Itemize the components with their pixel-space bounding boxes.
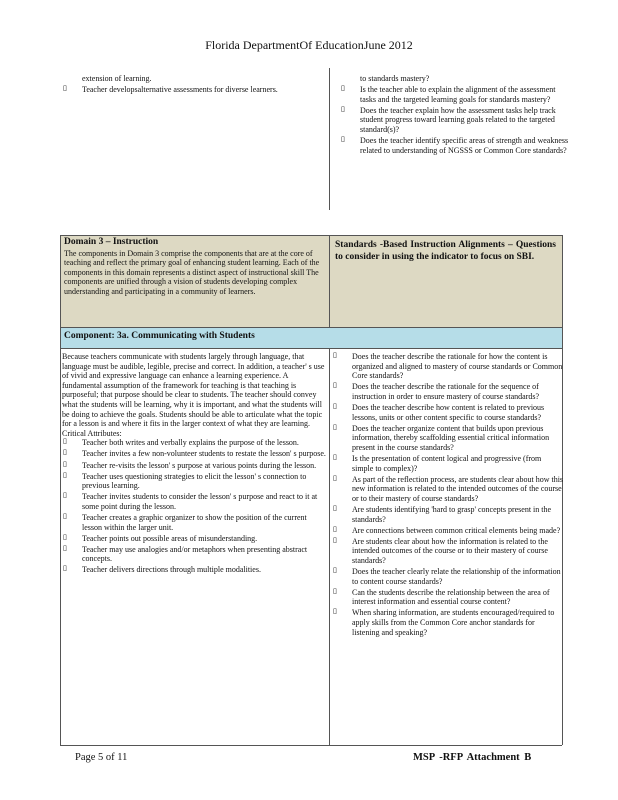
list-item: ▯ Teacher both writes and verbally explains the purpose of the lesson. xyxy=(62,438,327,448)
attachment-label: MSP -RFP Attachment B xyxy=(413,752,532,763)
list-item: ▯ Does the teacher clearly relate the relationship of the information to content course standards? xyxy=(332,567,564,586)
list-item: ▯ Teacher developsalternative assessments for diverse learners. xyxy=(62,85,330,95)
list-item: ▯ Teacher uses questioning strategies to elicit the lesson' s connection to previous learning. xyxy=(62,472,327,491)
standards-heading: Standards -Based Instruction Alignments – Questions to consider in using the indicator to focus on SBI. xyxy=(335,240,556,262)
list-item: ▯ Does the teacher describe how content is related to previous lessons, units or other content specific to course standards? xyxy=(332,403,564,422)
component-row-bottom-border xyxy=(60,348,562,349)
list-item: to standards mastery? xyxy=(360,74,430,83)
list-item: ▯ Teacher may use analogies and/or metaphors when presenting abstract concepts. xyxy=(62,545,327,564)
list-item: ▯ Does the teacher describe the rationale for how the content is organized and aligned to mastery of course standards or Common Core standards? xyxy=(332,352,564,381)
list-item: ▯ Are students clear about how the information is related to the intended outcomes of the course or to their mastery of course standards? xyxy=(332,537,564,566)
list-item: ▯ Does the teacher explain how the assessment tasks help track student progress toward learning goals related to the targeted standard(s)? xyxy=(340,106,570,135)
list-item: ▯ Is the presentation of content logical and progressive (from simple to complex)? xyxy=(332,454,564,473)
list-item: ▯ Can the students describe the relationship between the area of interest information and essential course content? xyxy=(332,588,564,607)
critical-attributes-list xyxy=(62,438,327,575)
list-item: ▯ As part of the reflection process, are students clear about how this new information is related to the intended outcomes of the course or to their mastery of course standards? xyxy=(332,475,564,504)
domain-heading: Domain 3 – Instruction xyxy=(64,237,159,247)
list-item: extension of learning. xyxy=(82,74,152,83)
page-number: Page 5 of 11 xyxy=(75,752,128,763)
list-item: ▯ Is the teacher able to explain the alignment of the assessment tasks and the targeted learning goals for standards mastery? xyxy=(340,85,570,104)
list-item: ▯ Are students identifying 'hard to grasp' concepts present in the standards? xyxy=(332,505,564,524)
table-bottom-border xyxy=(60,745,562,746)
list-item: ▯ Are connections between common critical elements being made? xyxy=(332,526,564,536)
communicating-intro: Because teachers communicate with students largely through language, that language must be audible, legible, precise and correct. In addition, a teacher' s use of vivid and expressive language can enhance a learning experience. A fundamental assumption of the framework for teaching is that teaching is purposeful; that purpose should be clear to students. The teacher should convey what the students will be learning, why it is important, and what the students will be doing to achieve the goals. Students should be able to articulate what the topic for a lesson is and where it fits in the larger context of what they are learning. xyxy=(62,352,325,429)
table-left-border xyxy=(60,235,61,745)
page-header-title: Florida DepartmentOf EducationJune 2012 xyxy=(205,38,413,52)
domain-description: The components in Domain 3 comprise the components that are at the core of teaching and reflect the primary goal of enhancing student learning. Each of the components in this domain represents a distinct aspect of instructional skill The components are unified through a vision of students developing complex understanding and participating in a community of learners. xyxy=(64,248,320,296)
list-item: ▯ Does the teacher describe the rationale for the sequence of instruction in order to ensure mastery of course standards? xyxy=(332,382,564,401)
list-item: ▯ Teacher invites students to consider the lesson' s purpose and react to it at some point during the lesson. xyxy=(62,492,327,511)
top-right-list xyxy=(340,74,570,157)
list-item: ▯ Teacher delivers directions through multiple modalities. xyxy=(62,565,327,575)
list-item: ▯ Teacher re-visits the lesson' s purpose at various points during the lesson. xyxy=(62,461,327,471)
list-item: ▯ Teacher invites a few non-volunteer students to restate the lesson' s purpose. xyxy=(62,449,327,459)
critical-attributes-label: Critical Attributes: xyxy=(62,428,122,438)
list-item: ▯ Teacher creates a graphic organizer to show the position of the current lesson within the larger unit. xyxy=(62,513,327,532)
list-item: ▯ Does the teacher organize content that builds upon previous information, thereby scaffolding essential critical information present in the course standards? xyxy=(332,424,564,453)
sbi-questions-list xyxy=(332,352,564,639)
communicating-cell xyxy=(62,352,327,577)
list-item: ▯ When sharing information, are students encouraged/required to apply skills from the Common Core anchor standards for listening and speaking? xyxy=(332,608,564,637)
list-item: ▯ Does the teacher identify specific areas of strength and weakness related to understanding of NGSSS or Common Core standards? xyxy=(340,136,570,155)
domain-description-cell xyxy=(60,236,329,298)
top-left-list xyxy=(62,74,330,96)
component-title: Component: 3a. Communicating with Students xyxy=(60,328,562,348)
component-row-top-border xyxy=(60,327,562,328)
list-item: ▯ Teacher points out possible areas of misunderstanding. xyxy=(62,534,327,544)
body-column-divider xyxy=(329,348,330,745)
